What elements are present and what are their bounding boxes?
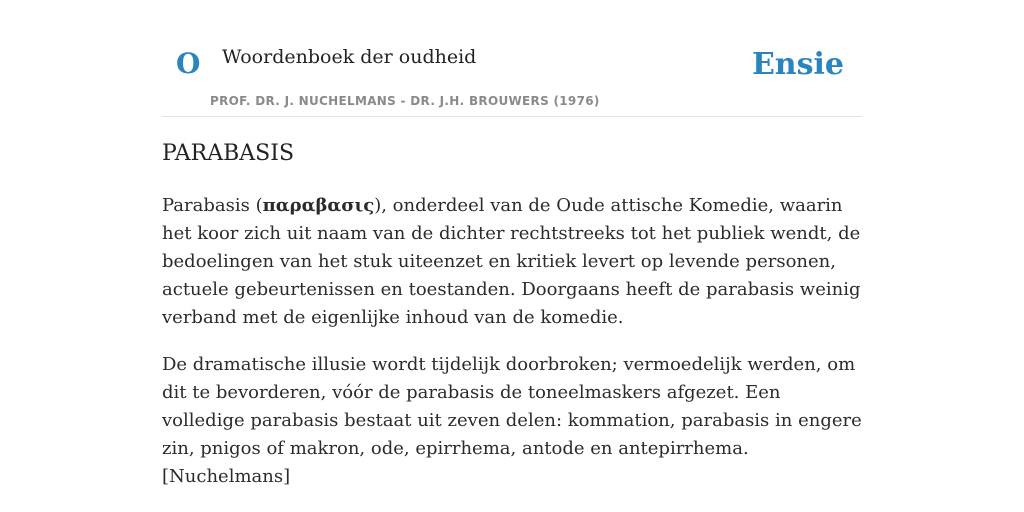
entry-paragraph-1	[162, 192, 862, 332]
ensie-logo-link[interactable]: Ensie	[751, 47, 844, 82]
entry-title: PARABASIS	[162, 141, 295, 166]
dictionary-header	[162, 0, 862, 117]
dictionary-title-link[interactable]: Woordenboek der oudheid	[222, 46, 477, 68]
paragraph-1-text: ), onderdeel van de Oude attische Komedie, waarin het koor zich uit naam van de dichter rechtstreeks tot het publiek wendt, de bedoelingen van het stuk uiteenzet en kritiek levert op levende personen, actuele gebeurtenissen en toestanden. Doorgaans heeft de parabasis weinig verband met de eigenlijke inhoud van de komedie.	[162, 195, 861, 328]
paragraph-1-lead: Parabasis (	[162, 195, 263, 216]
entry-paragraph-2: De dramatische illusie wordt tijdelijk doorbroken; vermoedelijk werden, om dit te bevorderen, vóór de parabasis de toneelmaskers afgezet. Een volledige parabasis bestaat uit zeven delen: kommation, parabasis in engere zin, pnigos of makron, ode, epirrhema, antode en antepirrhema. [Nuchelmans]	[162, 354, 862, 487]
letter-index-link[interactable]: O	[176, 47, 201, 80]
entry-body	[162, 192, 862, 510]
dictionary-authors: PROF. DR. J. NUCHELMANS - DR. J.H. BROUWERS (1976)	[210, 94, 600, 108]
greek-term: παραβασις	[262, 195, 375, 216]
